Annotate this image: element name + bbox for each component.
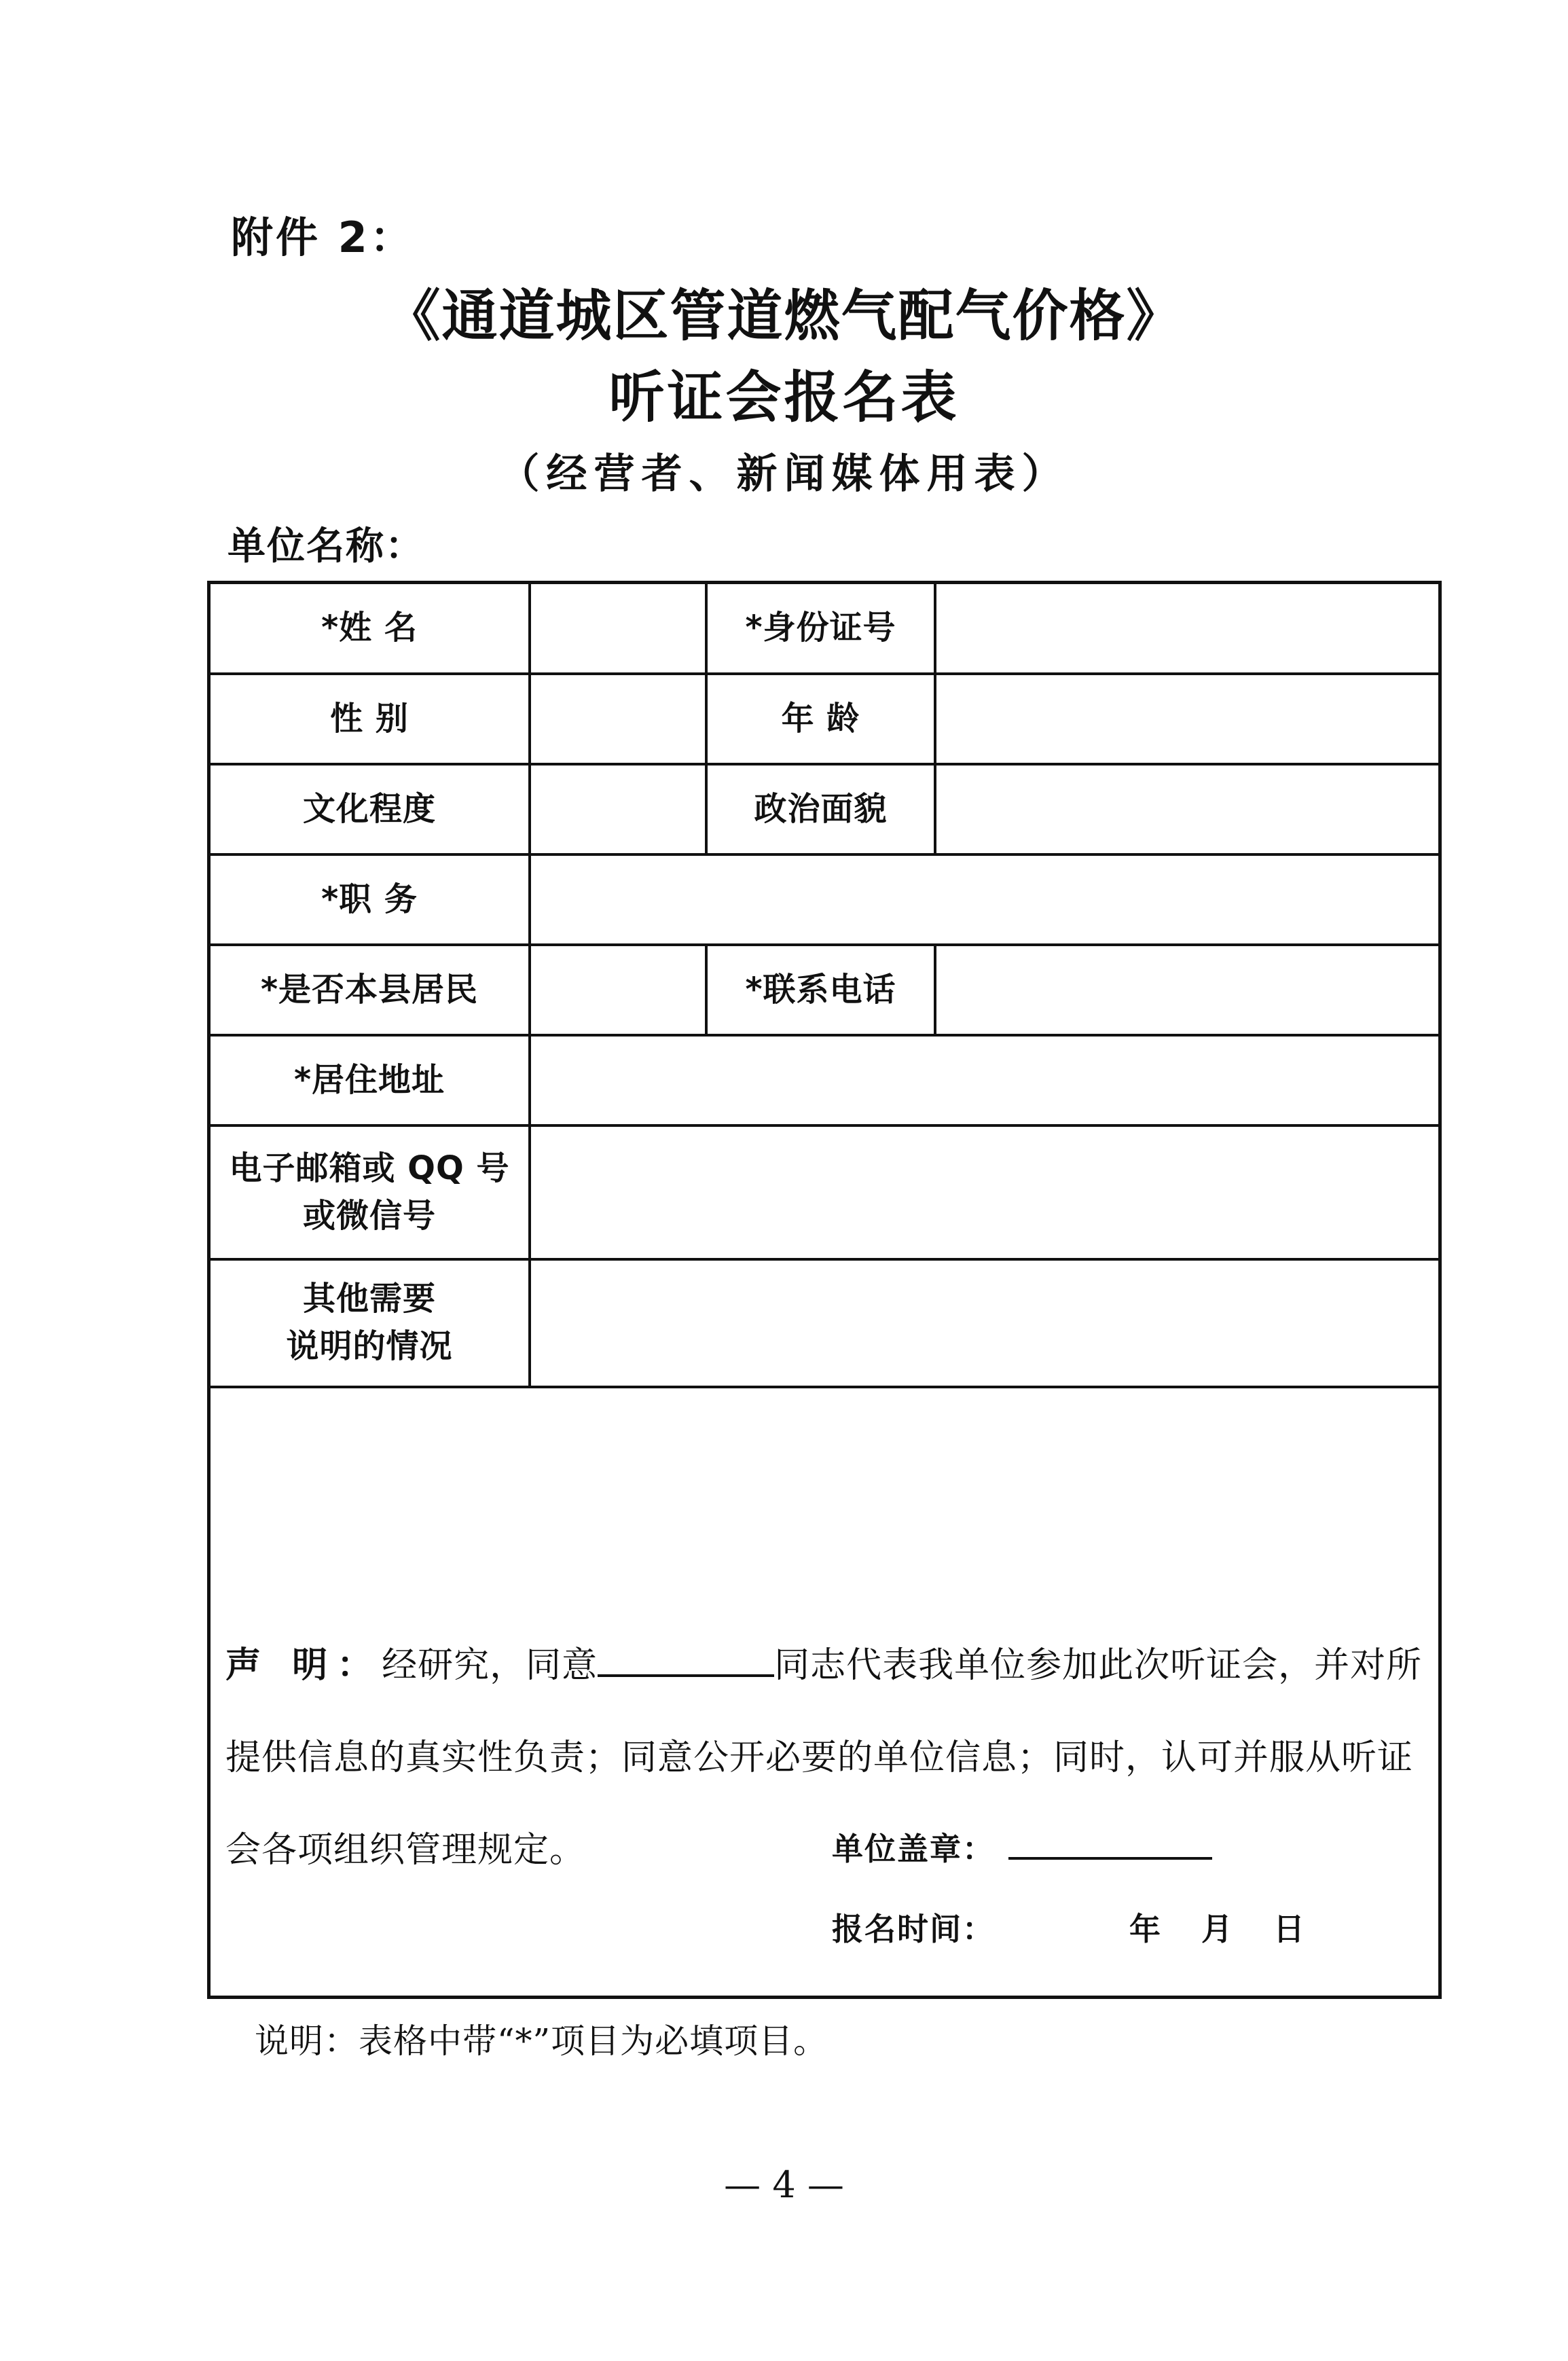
other-notes-label-line1: 其他需要 [302, 1280, 436, 1318]
resident-field[interactable] [531, 946, 705, 1034]
address-field[interactable] [531, 1037, 1439, 1124]
political-status-field[interactable] [936, 765, 1439, 853]
seal-row [832, 1824, 1212, 1869]
representative-name-blank[interactable] [598, 1644, 774, 1677]
other-notes-label-line2: 说明的情况 [286, 1327, 453, 1365]
phone-field[interactable] [936, 946, 1439, 1034]
declaration-text [225, 1619, 1423, 1896]
position-field[interactable] [531, 856, 1439, 943]
registration-form-table [207, 581, 1442, 1999]
document-title: 《通道城区管道燃气配气价格》 [384, 283, 1184, 348]
document-title-line2: 听证会报名表 [608, 365, 960, 430]
resident-label: *是否本县居民 [260, 970, 479, 1009]
seal-label: 单位盖章： [832, 1831, 995, 1867]
declaration-lead: 声 明： [225, 1644, 382, 1686]
registration-time-label: 报名时间： [832, 1911, 995, 1947]
gender-label: 性 别 [330, 699, 409, 738]
phone-label: *联系电话 [745, 970, 896, 1009]
age-field[interactable] [936, 675, 1439, 763]
age-label: 年 龄 [781, 699, 860, 738]
attachment-label: 附件 2： [231, 213, 415, 262]
name-field[interactable] [531, 584, 705, 672]
footnote: 说明：表格中带“*”项目为必填项目。 [255, 2021, 828, 2061]
name-label: *姓 名 [321, 609, 418, 647]
contact-field[interactable] [531, 1127, 1439, 1258]
document-subtitle: （经营者、新闻媒体用表） [498, 450, 1070, 498]
contact-label-line1: 电子邮箱或 QQ 号 [229, 1149, 510, 1187]
declaration-part2: 同志代表我单位参加此次听证会，并对所提供信息的真实性负责；同意公开必要的单位信息；同时，认可并服从听证会各项组织管理规定。 [225, 1645, 1423, 1871]
id-number-field[interactable] [936, 584, 1439, 672]
id-number-label: *身份证号 [745, 609, 896, 647]
declaration-part1: 经研究，同意 [382, 1645, 598, 1686]
seal-blank[interactable] [1008, 1830, 1212, 1860]
declaration-section [211, 1388, 1438, 1996]
political-status-label: 政治面貌 [754, 789, 888, 828]
contact-label-line2: 或微信号 [302, 1196, 436, 1235]
other-notes-field[interactable] [531, 1261, 1439, 1386]
page-number: — 4 — [724, 2163, 844, 2206]
day-label: 日 [1273, 1911, 1307, 1947]
month-label: 月 [1201, 1911, 1235, 1947]
address-label: *居住地址 [293, 1060, 445, 1099]
registration-time-row [832, 1905, 1306, 1949]
unit-name-label: 单位名称： [227, 524, 424, 569]
education-label: 文化程度 [302, 789, 436, 828]
year-label: 年 [1129, 1911, 1163, 1947]
gender-field[interactable] [531, 675, 705, 763]
other-notes-label [211, 1261, 528, 1386]
education-field[interactable] [531, 765, 705, 853]
position-label: *职 务 [321, 880, 418, 918]
contact-label [211, 1127, 528, 1258]
